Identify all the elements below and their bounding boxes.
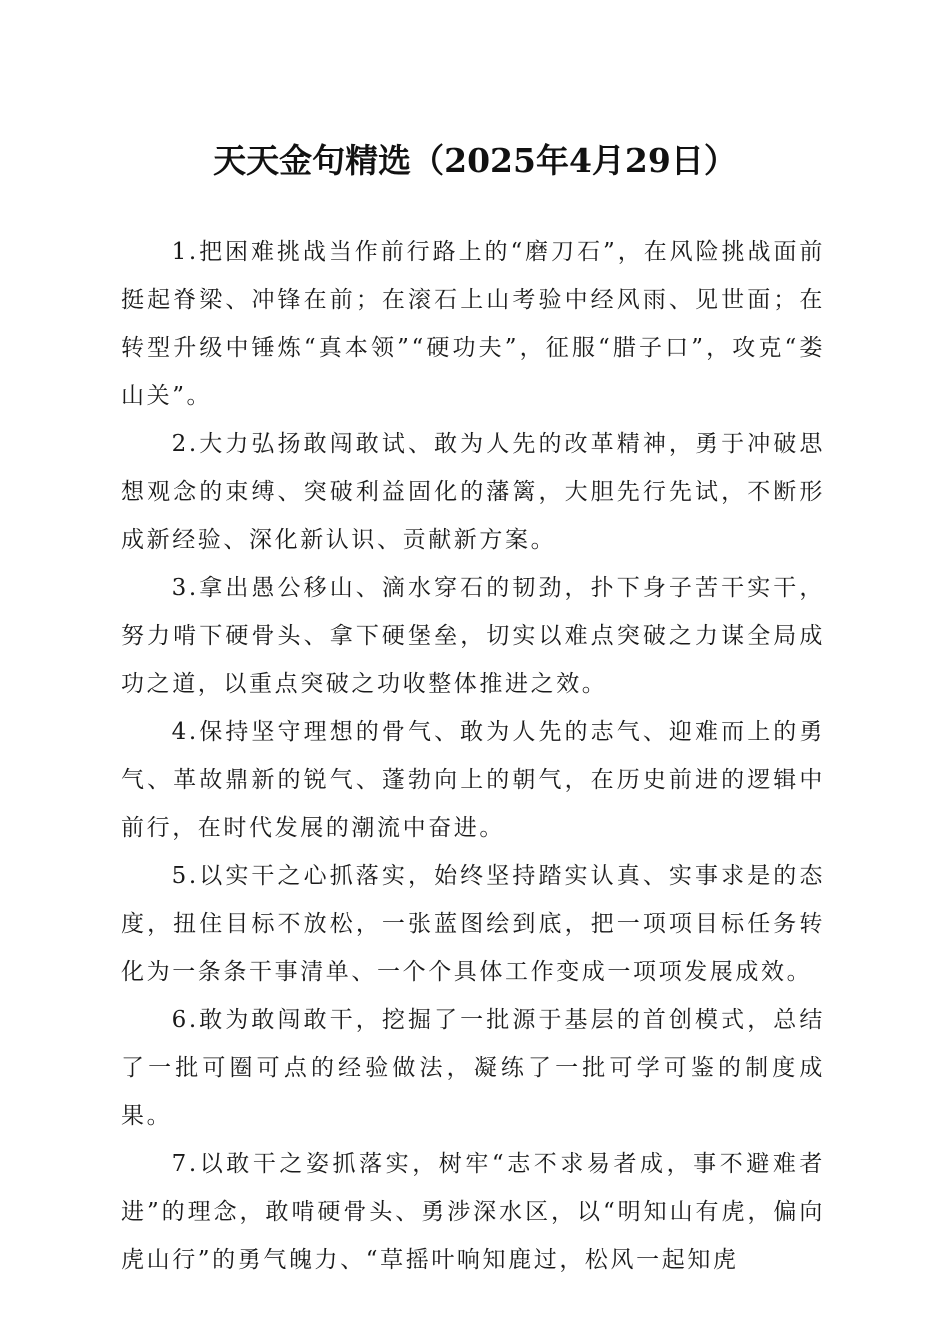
quote-paragraph-7: 7.以敢干之姿抓落实，树牢“志不求易者成，事不避难者进”的理念，敢啃硬骨头、勇涉深水区，以“明知山有虎，偏向虎山行”的勇气魄力、“草摇叶响知鹿过，松风一起知虎 [121,1151,825,1273]
document-title: 天天金句精选（2025年4月29日） [213,141,737,180]
quote-paragraph-3: 3.拿出愚公移山、滴水穿石的韧劲，扑下身子苦干实干，努力啃下硬骨头、拿下硬堡垒，切实以难点突破之力谋全局成功之道，以重点突破之功收整体推进之效。 [121,575,825,697]
quote-paragraph-5: 5.以实干之心抓落实，始终坚持踏实认真、实事求是的态度，扭住目标不放松，一张蓝图绘到底，把一项项目标任务转化为一条条干事清单、一个个具体工作变成一项项发展成效。 [121,863,825,985]
quote-paragraph-1: 1.把困难挑战当作前行路上的“磨刀石”，在风险挑战面前挺起脊梁、冲锋在前；在滚石上山考验中经风雨、见世面；在转型升级中锤炼“真本领”“硬功夫”，征服“腊子口”，攻克“娄山关”。 [121,239,825,409]
quote-paragraph-4: 4.保持坚守理想的骨气、敢为人先的志气、迎难而上的勇气、革故鼎新的锐气、蓬勃向上的朝气，在历史前进的逻辑中前行，在时代发展的潮流中奋进。 [121,719,825,841]
quote-paragraph-2: 2.大力弘扬敢闯敢试、敢为人先的改革精神，勇于冲破思想观念的束缚、突破利益固化的藩篱，大胆先行先试，不断形成新经验、深化新认识、贡献新方案。 [121,431,825,553]
document-body [121,228,825,1284]
quote-paragraph-6: 6.敢为敢闯敢干，挖掘了一批源于基层的首创模式，总结了一批可圈可点的经验做法，凝练了一批可学可鉴的制度成果。 [121,1007,825,1129]
